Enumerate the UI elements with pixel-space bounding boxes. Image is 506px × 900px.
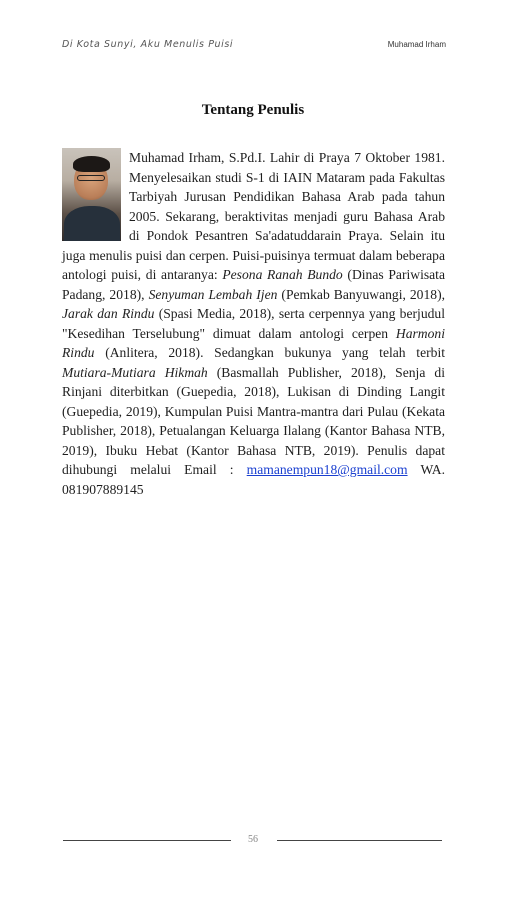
bio-title-italic: Harmoni Rindu <box>62 325 445 360</box>
bio-text: WA. 081907889145 <box>62 462 445 497</box>
bio-title-italic: Senyuman Lembah Ijen <box>148 286 278 302</box>
page-number: 56 <box>248 834 258 845</box>
bio-title-italic: Jarak dan Rindu <box>62 306 155 321</box>
bio-text: (Spasi Media, 2018), serta cerpennya yang berjudul "Kesedihan Terselubung" dimuat dalam antologi cerpen <box>62 306 445 341</box>
bio-title-italic: Pesona Ranah Bundo <box>222 267 343 282</box>
running-header-author: Muhamad Irham <box>387 40 446 49</box>
email-link[interactable]: mamanempun18@gmail.com <box>246 462 408 477</box>
author-bio <box>62 148 445 499</box>
section-title: Tentang Penulis <box>201 102 305 118</box>
bio-text: Muhamad Irham, S.Pd.I. Lahir di Praya 7 Oktober 1981. Menyelesaikan studi S-1 di IAIN Mataram pada Fakultas Tarbiyah Jurusan Pendidikan Bahasa Arab pada tahun 2005. Sekarang, beraktivitas menjadi guru Bahasa Arab di Pondok Pesantren Sa'adatuddarain Praya. Selain itu juga menulis puisi dan cerpen. Puisi-puisinya termuat dalam beberapa antologi puisi, di antaranya: <box>62 150 445 282</box>
running-header-book-title: Di Kota Sunyi, Aku Menulis Puisi <box>62 39 234 50</box>
bio-text: (Pemkab Banyuwangi, 2018), <box>277 286 445 302</box>
author-photo <box>62 148 121 241</box>
bio-text: (Dinas Pariwisata Padang, 2018), <box>62 267 445 302</box>
bio-text: (Basmallah Publisher, 2018), Senja di Rinjani diterbitkan (Guepedia, 2018), Lukisan di Dinding Langit (Guepedia, 2019), Kumpulan Puisi Mantra-mantra dari Pulau (Kekata Publisher, 2018), Petualangan Keluarga Ilalang (Kantor Bahasa NTB, 2019), Ibuku Hebat (Kantor Bahasa NTB, 2019). Penulis dapat dihubungi melalui Email : <box>62 364 445 477</box>
bio-text: (Anlitera, 2018). Sedangkan bukunya yang telah terbit <box>94 345 445 360</box>
bio-title-italic: Mutiara-Mutiara Hikmah <box>62 364 208 380</box>
footer-divider-right <box>277 840 442 841</box>
